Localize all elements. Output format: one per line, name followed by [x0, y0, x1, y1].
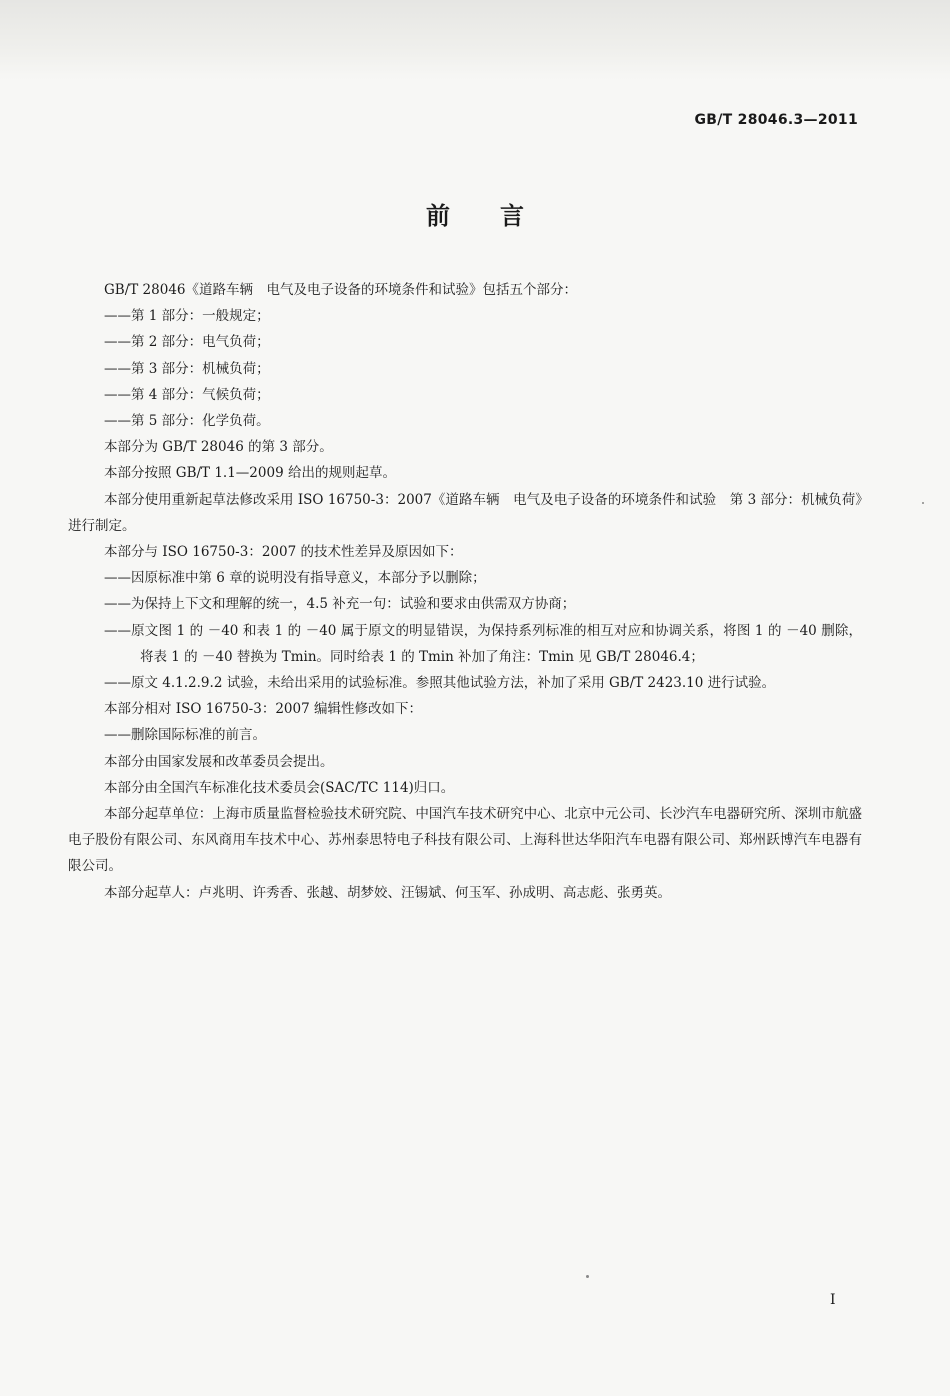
difference-item: ——原文图 1 的 －40 和表 1 的 －40 属于原文的明显错误，为保持系列标准的相互对应和协调关系，将图 1 的 －40 删除，将表 1 的 －40 替换为 Tmin。同时给表 1 的 Tmin 补加了角注：Tmin 见 GB/T 28046.4；	[104, 622, 862, 665]
page-title: 前言	[426, 202, 574, 230]
list-item-part-4: ——第 4 部分：气候负荷；	[104, 386, 270, 403]
part-statement: 本部分为 GB/T 28046 的第 3 部分。	[104, 439, 333, 456]
scan-speck	[922, 502, 924, 504]
drafters: 本部分起草人：卢兆明、许秀香、张越、胡梦姣、汪锡斌、何玉军、孙成明、高志彪、张勇英。	[104, 884, 671, 901]
difference-item: ——因原标准中第 6 章的说明没有指导意义，本部分予以删除；	[104, 570, 486, 587]
editorial-changes-intro: 本部分相对 ISO 16750-3：2007 编辑性修改如下：	[104, 701, 422, 718]
committee-statement: 本部分由全国汽车标准化技术委员会(SAC/TC 114)归口。	[104, 779, 455, 796]
list-item-part-2: ——第 2 部分：电气负荷；	[104, 334, 270, 351]
editorial-change-item: ——删除国际标准的前言。	[104, 727, 266, 744]
foreword-body	[68, 277, 862, 906]
proposer-statement: 本部分由国家发展和改革委员会提出。	[104, 753, 334, 770]
scan-speck	[586, 1275, 589, 1278]
list-item-part-1: ——第 1 部分：一般规定；	[104, 308, 270, 325]
drafting-rules: 本部分按照 GB/T 1.1—2009 给出的规则起草。	[104, 465, 396, 482]
technical-differences-intro: 本部分与 ISO 16750-3：2007 的技术性差异及原因如下：	[104, 544, 463, 561]
page-number: I	[830, 1292, 836, 1308]
list-item-part-5: ——第 5 部分：化学负荷。	[104, 413, 270, 430]
difference-item: ——为保持上下文和理解的统一，4.5 补充一句：试验和要求由供需双方协商；	[104, 596, 576, 613]
drafting-organizations: 本部分起草单位：上海市质量监督检验技术研究院、中国汽车技术研究中心、北京中元公司、长沙汽车电器研究所、深圳市航盛电子股份有限公司、东风商用车技术中心、苏州泰思特电子科技有限公司、上海科世达华阳汽车电器有限公司、郑州跃博汽车电器有限公司。	[68, 806, 862, 875]
adoption-statement: 本部分使用重新起草法修改采用 ISO 16750-3：2007《道路车辆 电气及电子设备的环境条件和试验 第 3 部分：机械负荷》进行制定。	[68, 491, 862, 534]
difference-item: ——原文 4.1.2.9.2 试验，未给出采用的试验标准。参照其他试验方法，补加了采用 GB/T 2423.10 进行试验。	[104, 675, 776, 692]
scan-artifact-band	[0, 0, 950, 80]
standard-number: GB/T 28046.3—2011	[694, 112, 858, 128]
intro-paragraph: GB/T 28046《道路车辆 电气及电子设备的环境条件和试验》包括五个部分：	[104, 282, 577, 298]
list-item-part-3: ——第 3 部分：机械负荷；	[104, 360, 270, 377]
